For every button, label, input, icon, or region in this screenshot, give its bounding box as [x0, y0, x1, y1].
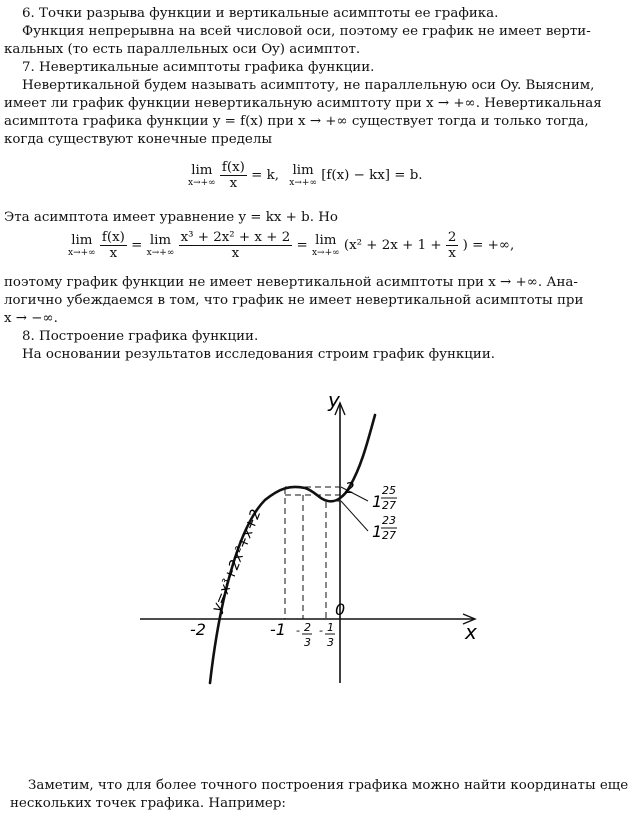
tick-numerator: 1	[327, 621, 334, 634]
section-8-title: 8. Построение графика функции.	[22, 329, 259, 344]
lim-subscript: x→+∞	[188, 177, 216, 188]
fraction	[100, 230, 127, 261]
x-tick-minus-2: -2	[190, 620, 206, 639]
s7-paragraph-2: Эта асимптота имеет уравнение y = kx + b. Но	[4, 210, 338, 225]
label-max-value	[372, 484, 397, 512]
function-graph	[130, 385, 500, 690]
fraction	[220, 160, 247, 191]
lim-text: lim	[149, 232, 172, 248]
s7-paragraph-3-line-1: поэтому график функции не имеет невертикальной асимптоты при x → +∞. Ана-	[4, 275, 578, 290]
section-7-title: 7. Невертикальные асимптоты графика функции.	[22, 60, 375, 75]
s7-paragraph-3-line-3: x → −∞.	[4, 311, 58, 326]
s6-paragraph-line-2: кальных (то есть параллельных оси Oy) асимптот.	[4, 42, 361, 57]
limit-b-expression: [f(x) − kx] = b.	[321, 168, 423, 183]
lim-text: lim	[292, 162, 314, 178]
lim-subscript: x→+∞	[68, 247, 96, 258]
s6-paragraph-line-1	[22, 23, 638, 41]
lim-text: lim	[71, 232, 93, 248]
limit-operator	[68, 234, 96, 258]
tick-denominator: 3	[304, 636, 311, 649]
origin-label: 0	[335, 600, 346, 619]
equals-sign: =	[296, 238, 308, 253]
fraction-numerator: f(x)	[221, 160, 245, 175]
lim-subscript: x→+∞	[311, 247, 340, 258]
s7-paragraph-line-3: асимптота графика функции y = f(x) при x → +∞ существует тогда и только тогда,	[4, 114, 589, 129]
limit-operator	[312, 234, 340, 258]
polynomial-expression: (x² + 2x + 1 +	[343, 238, 442, 253]
mixed-denominator: 27	[382, 529, 396, 542]
section-6-title: 6. Точки разрыва функции и вертикальные асимптоты ее графика.	[22, 6, 499, 21]
equals-infinity: ) = +∞,	[462, 238, 515, 253]
y-axis-label: y	[328, 388, 340, 412]
s7-paragraph-3-line-2: логично убеждаемся в том, что график не имеет невертикальной асимптоты при	[4, 293, 584, 308]
svg-text:-: -	[319, 624, 323, 637]
equals-k: = k,	[251, 168, 280, 183]
mixed-denominator: 27	[382, 499, 396, 512]
fraction-numerator: x³ + 2x² + x + 2	[180, 230, 291, 245]
fraction-numerator: 2	[447, 230, 457, 245]
text-span: Функция непрерывна на всей числовой оси, поэтому ее график не имеет верти-	[22, 24, 591, 39]
limit-operator	[289, 164, 317, 188]
fraction-denominator: x	[231, 246, 240, 261]
fraction-denominator: x	[448, 246, 456, 261]
mixed-whole: 1	[372, 492, 383, 511]
mixed-numerator: 25	[382, 484, 396, 497]
fraction	[179, 230, 293, 261]
equation-limits-k-b	[188, 160, 423, 191]
s8-paragraph-1: На основании результатов исследования строим график функции.	[22, 347, 496, 362]
leader-min	[341, 501, 368, 531]
bottom-paragraph-line-1: Заметим, что для более точного построения графика можно найти координаты еще	[28, 778, 629, 793]
x-tick-minus-1: -1	[270, 620, 286, 639]
bottom-paragraph-line-2: нескольких точек графика. Например:	[10, 796, 286, 811]
svg-text:-: -	[296, 624, 300, 637]
y-tick-2: 2	[345, 479, 355, 497]
x-tick-minus-1-3	[319, 621, 335, 649]
limit-operator	[147, 234, 175, 258]
fraction-denominator: x	[109, 246, 118, 261]
lim-subscript: x→+∞	[146, 247, 175, 258]
limit-operator	[188, 164, 216, 188]
tick-numerator: 2	[304, 621, 311, 634]
lim-text: lim	[191, 162, 213, 178]
mixed-numerator: 23	[382, 514, 396, 527]
fraction-denominator: x	[229, 176, 238, 191]
equation-limit-infinity	[68, 230, 514, 261]
mixed-whole: 1	[372, 522, 383, 541]
s7-paragraph-line-1: Невертикальной будем называть асимптоту, не параллельную оси Oy. Выясним,	[22, 78, 595, 93]
fraction-numerator: f(x)	[101, 230, 125, 245]
fraction	[446, 230, 459, 261]
x-tick-minus-2-3	[296, 621, 312, 649]
s7-paragraph-line-2: имеет ли график функции невертикальную асимптоту при x → +∞. Невертикальная	[4, 96, 602, 111]
lim-text: lim	[315, 232, 337, 248]
lim-subscript: x→+∞	[289, 177, 317, 188]
label-min-value	[372, 514, 397, 542]
curve-equation-label: y=x³+2x²+x+2	[208, 507, 265, 615]
s7-paragraph-line-4: когда существуют конечные пределы	[4, 132, 272, 147]
x-axis-label: x	[465, 620, 477, 644]
equals-sign: =	[131, 238, 143, 253]
tick-denominator: 3	[327, 636, 334, 649]
